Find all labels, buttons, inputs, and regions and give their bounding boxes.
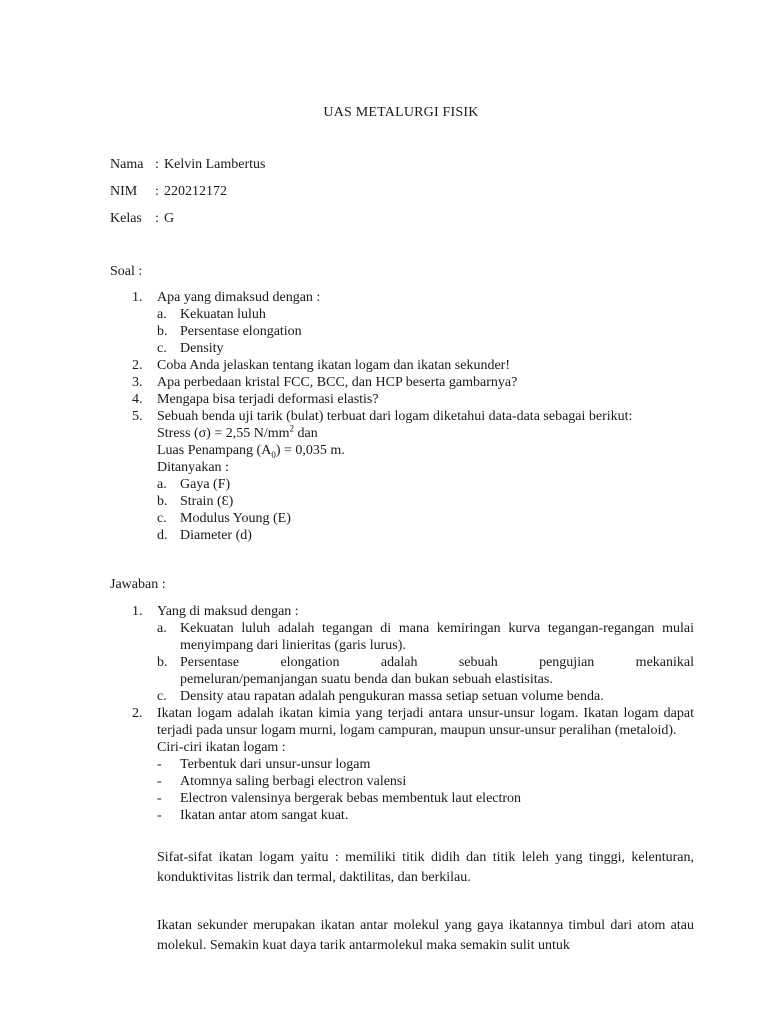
ciri-label: Ciri-ciri ikatan logam : xyxy=(157,740,286,755)
question-1-option-b xyxy=(157,323,694,340)
option-text: Persentase elongation xyxy=(180,324,302,339)
question-5-option-b xyxy=(157,493,694,510)
answer-1-part-b xyxy=(157,654,694,688)
question-number: 4. xyxy=(132,392,143,407)
option-letter: b. xyxy=(157,494,168,509)
luas-text: Luas Penampang (A xyxy=(157,443,272,458)
jawaban-heading: Jawaban : xyxy=(110,577,166,592)
question-number: 5. xyxy=(132,409,143,424)
sifat-paragraph: Sifat-sifat ikatan logam yaitu : memiliki titik didih dan titik leleh yang tinggi, kelenturan, konduktivitas listrik dan termal, daktilitas, dan berkilau. xyxy=(157,850,694,885)
question-5-option-c xyxy=(157,510,694,527)
bullet-dash: - xyxy=(157,774,162,789)
option-letter: a. xyxy=(157,307,167,322)
ciri-text: Terbentuk dari unsur-unsur logam xyxy=(180,757,371,772)
option-letter: d. xyxy=(157,528,168,543)
nim-value: 220212172 xyxy=(164,184,227,199)
jawaban-list xyxy=(110,603,694,824)
question-3 xyxy=(110,374,694,391)
option-letter: c. xyxy=(157,341,167,356)
question-1-option-a xyxy=(157,306,694,323)
nim-separator: : xyxy=(155,184,159,199)
stress-exponent: 2 xyxy=(289,423,294,434)
kelas-row xyxy=(110,210,174,227)
soal-list xyxy=(110,289,694,544)
question-number: 2. xyxy=(132,358,143,373)
bullet-dash: - xyxy=(157,757,162,772)
option-text: Gaya (F) xyxy=(180,477,231,492)
stress-line xyxy=(157,425,694,442)
question-5-option-d xyxy=(157,527,694,544)
part-text: Density atau rapatan adalah pengukuran massa setiap setuan volume benda. xyxy=(180,689,604,704)
part-text-line-1: Persentase elongation adalah sebuah pengujian mekanikal xyxy=(180,655,694,670)
nim-label: NIM xyxy=(110,184,138,199)
option-text: Kekuatan luluh xyxy=(180,307,266,322)
answer-number: 1. xyxy=(132,604,143,619)
luas-suffix: ) = 0,035 m. xyxy=(275,443,345,458)
part-letter: a. xyxy=(157,621,167,636)
question-1 xyxy=(110,289,694,306)
bullet-dash: - xyxy=(157,808,162,823)
nama-separator: : xyxy=(155,157,159,172)
stress-text: Stress (σ) = 2,55 N/mm xyxy=(157,426,290,441)
answer-number: 2. xyxy=(132,706,143,721)
question-text: Sebuah benda uji tarik (bulat) terbuat dari logam diketahui data-data sebagai berikut: xyxy=(157,409,633,424)
question-4 xyxy=(110,391,694,408)
ciri-item xyxy=(157,790,694,807)
answer-2 xyxy=(110,705,694,739)
question-5 xyxy=(110,408,694,425)
luas-line xyxy=(157,442,694,459)
question-text: Coba Anda jelaskan tentang ikatan logam dan ikatan sekunder! xyxy=(157,358,511,373)
nama-value: Kelvin Lambertus xyxy=(164,157,266,172)
question-5-option-a xyxy=(157,476,694,493)
luas-subscript: 0 xyxy=(271,449,276,460)
part-text-line-2: pemeluran/pemanjangan suatu benda dan bukan sebuah elastisitas. xyxy=(180,672,553,687)
ciri-item xyxy=(157,807,694,824)
question-text: Apa perbedaan kristal FCC, BCC, dan HCP beserta gambarnya? xyxy=(157,375,518,390)
ciri-text: Atomnya saling berbagi electron valensi xyxy=(180,774,407,789)
option-letter: b. xyxy=(157,324,168,339)
answer-1 xyxy=(110,603,694,620)
question-text: Mengapa bisa terjadi deformasi elastis? xyxy=(157,392,379,407)
part-letter: c. xyxy=(157,689,167,704)
ciri-text: Electron valensinya bergerak bebas membentuk laut electron xyxy=(180,791,522,806)
kelas-value: G xyxy=(164,211,175,226)
kelas-separator: : xyxy=(155,211,159,226)
question-number: 1. xyxy=(132,290,143,305)
option-text: Density xyxy=(180,341,224,356)
ditanyakan-label: Ditanyakan : xyxy=(157,460,229,475)
nim-row xyxy=(110,183,227,200)
option-letter: a. xyxy=(157,477,167,492)
part-text: Kekuatan luluh adalah tegangan di mana kemiringan kurva tegangan-regangan mulai menyimpang dari linieritas (garis lurus). xyxy=(180,621,694,653)
sekunder-paragraph: Ikatan sekunder merupakan ikatan antar molekul yang gaya ikatannya timbul dari atom atau molekul. Semakin kuat daya tarik antarmolekul maka semakin sulit untuk xyxy=(157,918,694,953)
sifat-paragraph-block xyxy=(110,848,694,888)
answer-text: Yang di maksud dengan : xyxy=(157,604,299,619)
question-2 xyxy=(110,357,694,374)
ciri-text: Ikatan antar atom sangat kuat. xyxy=(180,808,349,823)
answer-1-part-c xyxy=(157,688,694,705)
nama-row xyxy=(110,156,265,173)
ciri-item xyxy=(157,773,694,790)
option-text: Strain (Ɛ) xyxy=(180,494,234,509)
answer-1-part-a xyxy=(157,620,694,654)
nama-label: Nama xyxy=(110,157,144,172)
soal-heading: Soal : xyxy=(110,264,143,279)
question-1-option-c xyxy=(157,340,694,357)
option-text: Diameter (d) xyxy=(180,528,252,543)
bullet-dash: - xyxy=(157,791,162,806)
part-letter: b. xyxy=(157,655,168,670)
ciri-item xyxy=(157,756,694,773)
question-text: Apa yang dimaksud dengan : xyxy=(157,290,321,305)
kelas-label: Kelas xyxy=(110,211,142,226)
question-number: 3. xyxy=(132,375,143,390)
answer-text: Ikatan logam adalah ikatan kimia yang terjadi antara unsur-unsur logam. Ikatan logam dapat terjadi pada unsur logam murni, logam campuran, maupun unsur-unsur peralihan (metaloid). xyxy=(157,706,694,738)
stress-suffix: dan xyxy=(294,426,318,441)
sekunder-paragraph-block xyxy=(110,916,694,956)
page-title: UAS METALURGI FISIK xyxy=(323,105,479,120)
option-letter: c. xyxy=(157,511,167,526)
option-text: Modulus Young (E) xyxy=(180,511,291,526)
